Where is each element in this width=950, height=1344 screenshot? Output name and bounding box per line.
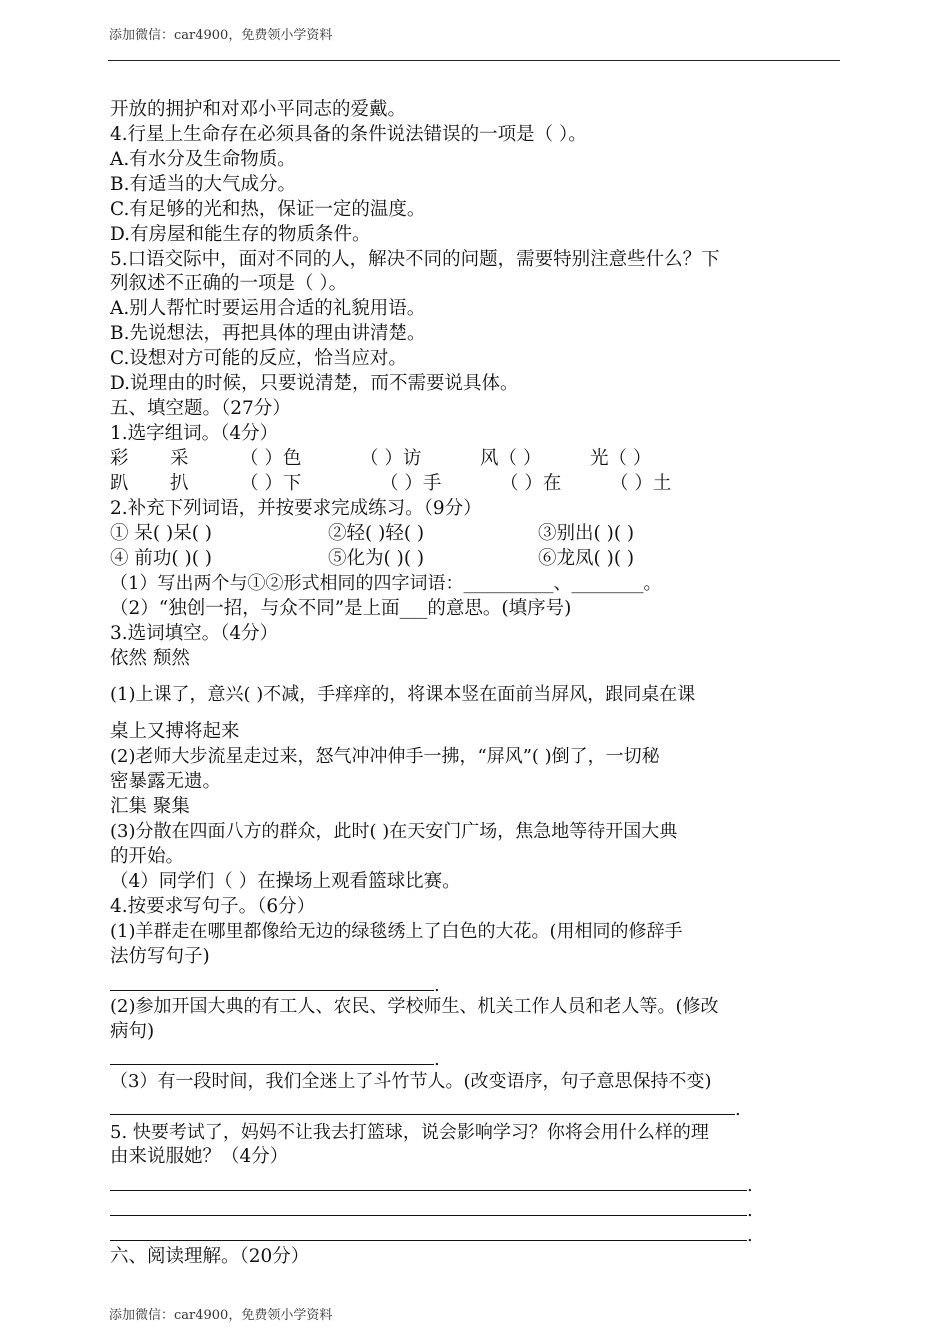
- text-line: 密暴露无遗。: [110, 771, 222, 792]
- question-title: 4.按要求写句子。（6分）: [110, 896, 316, 917]
- text-line: (1)上课了，意兴( )不减，手痒痒的，将课本竖在面前当屏风，跟同桌在课: [110, 684, 696, 705]
- sub-question: （2）“独创一招，与众不同”是上面___的意思。(填序号): [110, 598, 572, 619]
- word-cell: 扒: [170, 473, 189, 494]
- text-line: 桌上又搏将起来: [110, 721, 240, 742]
- word-cell: 彩: [110, 448, 129, 469]
- option-a: A.别人帮忙时要运用合适的礼貌用语。: [110, 298, 426, 319]
- answer-line[interactable]: [110, 1064, 434, 1065]
- answer-period: .: [434, 975, 440, 996]
- text-line: (2)老师大步流星走过来，怒气冲冲伸手一拂，“屏风”( )倒了，一切秘: [110, 746, 660, 767]
- answer-line[interactable]: [110, 1114, 735, 1115]
- word-choices: 汇集 聚集: [110, 796, 190, 817]
- text-line: （3）有一段时间，我们全迷上了斗竹节人。(改变语序，句子意思保持不变): [110, 1071, 712, 1092]
- answer-period: .: [747, 1175, 753, 1196]
- text-line: (3)分散在四面八方的群众，此时( )在天安门广场，焦急地等待开国大典: [110, 821, 678, 842]
- text-line: 的开始。: [110, 846, 185, 867]
- word-cell: 趴: [110, 473, 129, 494]
- word-cell: 采: [170, 448, 189, 469]
- sub-question: （1）写出两个与①②形式相同的四字词语：__________、________。: [110, 573, 662, 594]
- text-line: 病句): [110, 1021, 155, 1042]
- question-title: 2.补充下列词语，并按要求完成练习。（9分）: [110, 498, 482, 519]
- text-line: （4）同学们（ ）在操场上观看篮球比赛。: [110, 871, 461, 892]
- word-cell: 光（ ）: [590, 448, 652, 469]
- option-c: C.设想对方可能的反应，恰当应对。: [110, 348, 407, 369]
- question-5-text: 5. 快要考试了，妈妈不让我去打篮球，说会影响学习？你将会用什么样的理: [110, 1122, 709, 1143]
- option-b: B.先说想法，再把具体的理由讲清楚。: [110, 323, 426, 344]
- question-title: 3.选词填空。（4分）: [110, 623, 279, 644]
- idiom-cell: ① 呆( )呆( ): [110, 523, 213, 544]
- option-a: A.有水分及生命物质。: [110, 149, 296, 170]
- word-cell: 风（ ）: [480, 448, 542, 469]
- answer-line[interactable]: [110, 990, 434, 991]
- text-line: 由来说服她？（4分）: [110, 1146, 289, 1167]
- idiom-cell: ⑥龙凤( )( ): [538, 548, 635, 569]
- section-title: 五、填空题。（27分）: [110, 398, 291, 419]
- option-b: B.有适当的大气成分。: [110, 174, 296, 195]
- word-cell: （ ）手: [380, 473, 442, 494]
- question-5: 5.口语交际中，面对不同的人，解决不同的问题，需要特别注意些什么？下: [110, 249, 720, 270]
- word-cell: （ ）土: [610, 473, 672, 494]
- page-footer: 添加微信：car4900，免费领小学资料: [109, 1308, 333, 1323]
- text-line: (2)参加开国大典的有工人、农民、学校师生、机关工作人员和老人等。(修改: [110, 996, 719, 1017]
- answer-period: .: [434, 1049, 440, 1070]
- text-line: 开放的拥护和对邓小平同志的爱戴。: [110, 99, 407, 120]
- page-header: 添加微信：car4900，免费领小学资料: [109, 28, 333, 43]
- text-line: 列叙述不正确的一项是（ ）。: [110, 273, 348, 294]
- word-cell: （ ）访: [360, 448, 422, 469]
- word-cell: （ ）下: [240, 473, 302, 494]
- option-d: D.有房屋和能生存的物质条件。: [110, 224, 371, 245]
- answer-period: .: [735, 1099, 741, 1120]
- word-cell: （ ）在: [500, 473, 562, 494]
- answer-line[interactable]: [110, 1240, 747, 1241]
- question-title: 1.选字组词。（4分）: [110, 423, 279, 444]
- section-title: 六、阅读理解。（20分）: [110, 1246, 310, 1267]
- word-cell: （ ）色: [240, 448, 302, 469]
- idiom-cell: ⑤化为( )( ): [328, 548, 425, 569]
- option-d: D.说理由的时候，只要说清楚，而不需要说具体。: [110, 373, 519, 394]
- answer-line[interactable]: [110, 1215, 747, 1216]
- idiom-cell: ③别出( )( ): [538, 523, 635, 544]
- idiom-cell: ②轻( )轻( ): [328, 523, 425, 544]
- option-c: C.有足够的光和热，保证一定的温度。: [110, 199, 426, 220]
- question-4: 4.行星上生命存在必须具备的条件说法错误的一项是（ ）。: [110, 124, 587, 145]
- text-line: (1)羊群走在哪里都像给无边的绿毯绣上了白色的大花。(用相同的修辞手: [110, 921, 683, 942]
- header-divider: [108, 60, 840, 61]
- answer-line[interactable]: [110, 1190, 747, 1191]
- word-choices: 依然 颓然: [110, 648, 190, 669]
- answer-period: .: [747, 1225, 753, 1246]
- answer-period: .: [747, 1200, 753, 1221]
- idiom-cell: ④ 前功( )( ): [110, 548, 213, 569]
- text-line: 法仿写句子): [110, 946, 210, 967]
